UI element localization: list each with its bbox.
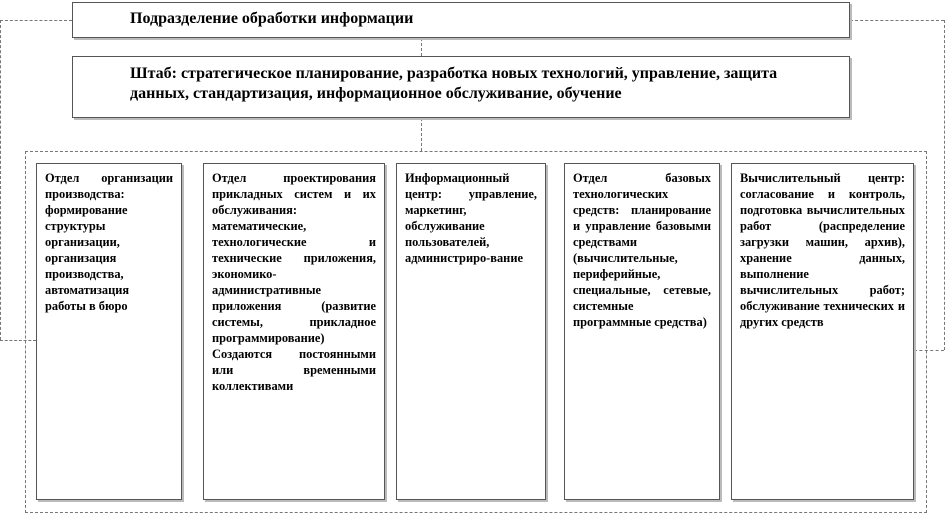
connector-right-top [850, 20, 944, 21]
connector-left-vertical [0, 20, 1, 340]
connector-right-vertical [944, 20, 945, 350]
department-text: Информационный центр: управление, маркетинг, обслуживание пользователей, администриро-вание [405, 171, 537, 265]
department-box-computing-center [731, 163, 914, 500]
department-text: Вычислительный центр: согласование и контроль, подготовка вычислительных работ (распределение загрузки машин, архив), хранение данных, выполнение вычислительных работ; обслуживание технических и других средств [740, 171, 905, 329]
connector-staff-to-frame [421, 118, 422, 151]
department-box-organization [36, 163, 182, 500]
department-text: Отдел организации производства: формирование структуры организации, организация производства, автоматизация работы в бюро [45, 171, 173, 313]
department-box-info-center [396, 163, 546, 500]
top-box [72, 2, 850, 38]
top-title: Подразделение обработки информации [130, 10, 414, 27]
department-box-base-tech [564, 163, 720, 500]
connector-top-to-staff [421, 38, 422, 56]
department-box-applications [203, 163, 385, 500]
department-text: Отдел базовых технологических средств: планирование и управление базовыми средствами (вычислительные, периферийные, специальные, сетевые, системные программные средства) [573, 171, 711, 329]
department-text: Отдел проектирования прикладных систем и их обслуживания: математические, технологические и технические приложения, экономико-административные приложения (развитие системы, прикладное программирование) Создаются постоянными или временными коллективами [212, 171, 376, 393]
connector-left-top [0, 20, 72, 21]
staff-text: Штаб: стратегическое планирование, разработка новых технологий, управление, защита данных, стандартизация, информационное обслуживание, обучение [130, 65, 778, 102]
staff-box [72, 56, 850, 118]
